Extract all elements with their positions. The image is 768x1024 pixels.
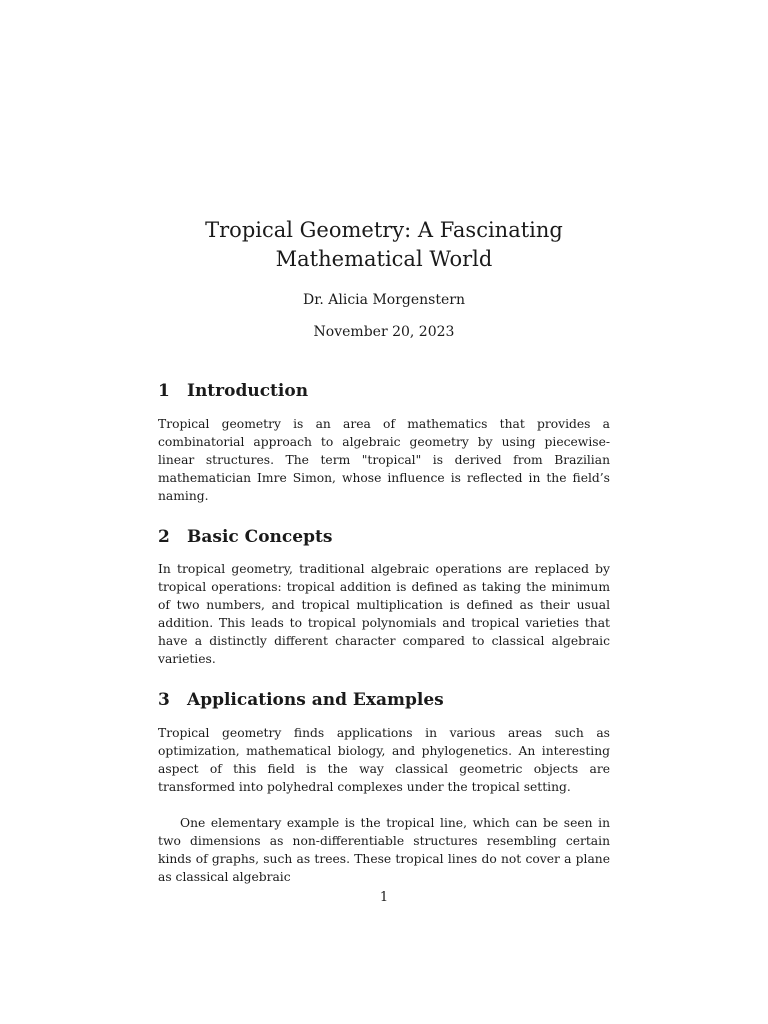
section-heading-introduction	[158, 379, 610, 403]
section-number: 2	[158, 527, 170, 547]
section-title: Basic Concepts	[187, 527, 333, 547]
author-name: Dr. Alicia Morgenstern	[303, 292, 465, 308]
applications-paragraph-1: Tropical geometry finds applications in various areas such as optimization, mathematical biology, and phylogenetics. An interesting aspect of this field is the way classical geometric objects are transformed into polyhedral complexes under the tropical setting.	[158, 726, 610, 794]
section-title: Introduction	[187, 381, 309, 401]
basic-concepts-paragraph: In tropical geometry, traditional algebraic operations are replaced by tropical operations: tropical addition is defined as taking the minimum of two numbers, and tropical multiplication is defined as their usual addition. This leads to tropical polynomials and tropical varieties that have a distinctly different character compared to classical algebraic varieties.	[158, 562, 610, 666]
section-heading-basic-concepts	[158, 525, 610, 549]
paper-title: Tropical Geometry: A Fascinating Mathematical World	[205, 218, 563, 271]
applications-paragraph-2: One elementary example is the tropical line, which can be seen in two dimensions as non-differentiable structures resembling certain kinds of graphs, such as trees. These tropical lines do not cover a plane as classical algebraic	[158, 816, 610, 884]
section-number: 1	[158, 381, 170, 401]
section-title: Applications and Examples	[187, 690, 444, 710]
introduction-paragraph: Tropical geometry is an area of mathematics that provides a combinatorial approach to algebraic geometry by using piecewise-linear structures. The term "tropical" is derived from Brazilian mathematician Imre Simon, whose influence is reflected in the field’s naming.	[158, 417, 610, 503]
page-number: 1	[379, 890, 389, 905]
publication-date: November 20, 2023	[313, 324, 455, 340]
section-number: 3	[158, 690, 170, 710]
section-heading-applications	[158, 688, 610, 712]
